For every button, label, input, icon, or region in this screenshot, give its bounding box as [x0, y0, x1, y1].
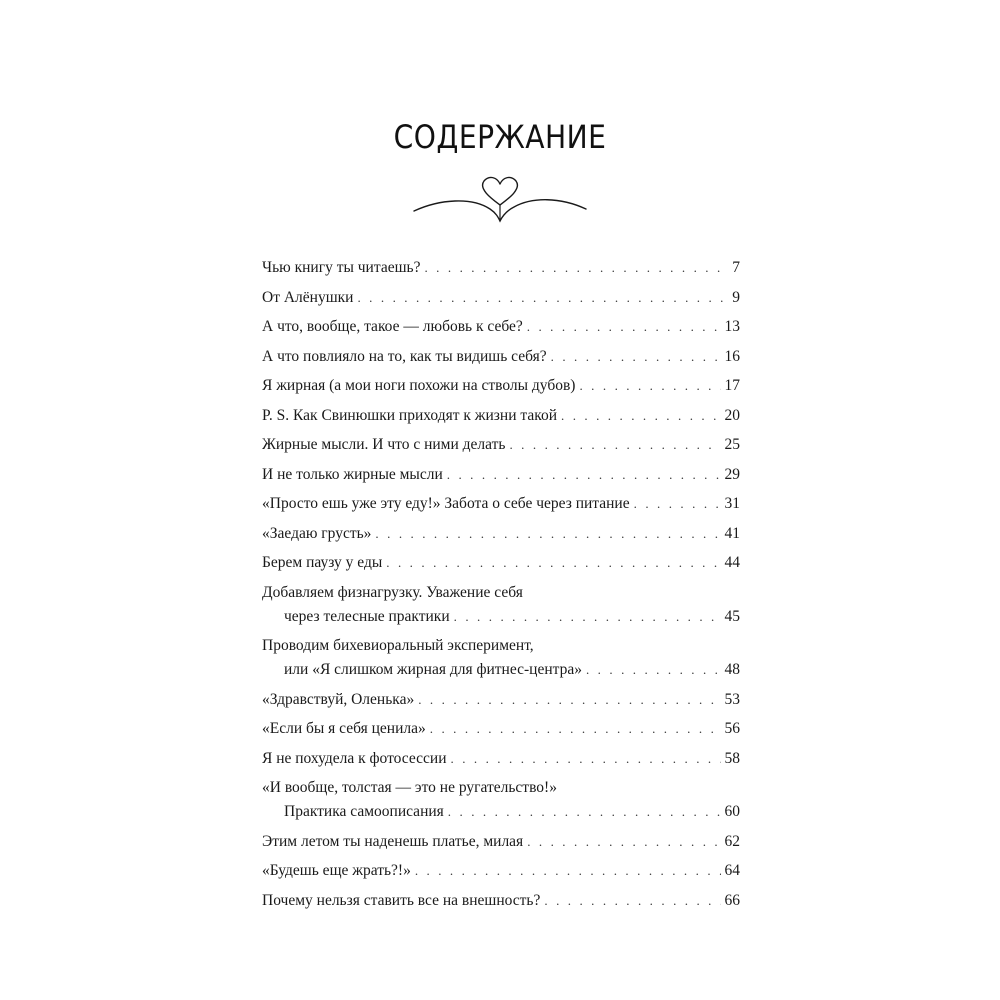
toc-entry-title: «И вообще, толстая — это не ругательство!»: [262, 779, 557, 796]
toc-entry[interactable]: [262, 345, 740, 369]
toc-entry-line: [262, 800, 740, 824]
toc-entry[interactable]: [262, 747, 740, 771]
dot-leader: [634, 492, 721, 516]
toc-entry-line: [262, 605, 740, 629]
toc-entry-title: «Если бы я себя ценила»: [262, 720, 426, 737]
toc-page-number: 13: [724, 318, 740, 335]
toc-page-number: 45: [724, 607, 740, 625]
toc-entry-title: Почему нельзя ставить все на внешность?: [262, 891, 541, 909]
toc-entry-title: От Алёнушки: [262, 288, 354, 306]
dot-leader: [527, 315, 721, 339]
dot-leader: [527, 830, 720, 854]
toc-entry-title: Жирные мысли. И что с ними делать: [262, 436, 506, 453]
toc-entry-line: [262, 581, 740, 605]
toc-page-number: 60: [724, 803, 740, 820]
toc-entry[interactable]: [262, 433, 740, 457]
toc-page-number: 53: [724, 690, 740, 708]
dot-leader: [448, 800, 721, 824]
toc-entry[interactable]: [262, 581, 740, 629]
toc-entry-line: [262, 551, 740, 575]
toc-page-number: 64: [724, 862, 740, 879]
toc-page-number: 66: [724, 891, 740, 909]
toc-entry[interactable]: [262, 463, 740, 487]
toc-entry-title: И не только жирные мысли: [262, 465, 443, 483]
dot-leader: [418, 688, 720, 712]
toc-entry-line: [262, 256, 740, 280]
toc-page-number: 31: [724, 495, 740, 512]
toc-entry[interactable]: [262, 374, 740, 398]
toc-entry-title: А что, вообще, такое — любовь к себе?: [262, 318, 523, 335]
toc-entry[interactable]: [262, 522, 740, 546]
table-of-contents: [262, 256, 740, 918]
toc-entry-line: [262, 315, 740, 339]
toc-entry[interactable]: [262, 859, 740, 883]
toc-page-number: 62: [724, 832, 740, 850]
dot-leader: [415, 859, 721, 883]
toc-entry-title: Добавляем физнагрузку. Уважение себя: [262, 583, 523, 601]
toc-entry-title: «Будешь еще жрать?!»: [262, 862, 411, 879]
toc-page-number: 16: [724, 347, 740, 365]
toc-entry-title: Я жирная (а мои ноги похожи на стволы дубов): [262, 377, 576, 394]
dot-leader: [451, 747, 721, 771]
toc-entry-line: [262, 830, 740, 854]
toc-entry-line: [262, 634, 740, 658]
toc-entry-line: [262, 522, 740, 546]
toc-entry-title: Я не похудела к фотосессии: [262, 749, 447, 767]
dot-leader: [551, 345, 721, 369]
toc-page-number: 7: [732, 259, 740, 276]
toc-entry[interactable]: [262, 286, 740, 310]
toc-entry-line: [262, 404, 740, 428]
toc-page-number: 25: [724, 436, 740, 453]
toc-entry-title: Этим летом ты наденешь платье, милая: [262, 832, 524, 850]
dot-leader: [424, 256, 728, 280]
dot-leader: [454, 605, 721, 629]
dot-leader: [430, 717, 721, 741]
toc-entry-title: Проводим бихевиоральный эксперимент,: [262, 637, 534, 654]
dot-leader: [357, 286, 728, 310]
toc-page-number: 56: [724, 720, 740, 737]
toc-entry-line: [262, 776, 740, 800]
toc-entry[interactable]: [262, 315, 740, 339]
toc-page-number: 48: [724, 661, 740, 678]
dot-leader: [447, 463, 721, 487]
toc-entry-title: А что повлияло на то, как ты видишь себя?: [262, 347, 547, 365]
toc-entry-line: [262, 286, 740, 310]
dot-leader: [586, 658, 721, 682]
toc-entry[interactable]: [262, 634, 740, 682]
toc-entry-title: или «Я слишком жирная для фитнес-центра»: [284, 661, 582, 678]
dot-leader: [386, 551, 720, 575]
toc-entry-line: [262, 463, 740, 487]
toc-entry[interactable]: [262, 688, 740, 712]
toc-entry-title: «Здравствуй, Оленька»: [262, 690, 415, 708]
toc-entry-title: P. S. Как Свинюшки приходят к жизни такой: [262, 406, 557, 424]
toc-entry-line: [262, 658, 740, 682]
toc-entry-title: Практика самоописания: [284, 803, 444, 820]
toc-entry[interactable]: [262, 889, 740, 913]
toc-entry-line: [262, 688, 740, 712]
toc-page-number: 41: [724, 524, 740, 542]
toc-entry[interactable]: [262, 492, 740, 516]
toc-entry-title: Чью книгу ты читаешь?: [262, 259, 421, 276]
toc-entry-line: [262, 859, 740, 883]
toc-entry[interactable]: [262, 256, 740, 280]
dot-leader: [561, 404, 721, 428]
page-title: СОДЕРЖАНИЕ: [393, 118, 607, 156]
toc-page-number: 44: [724, 554, 740, 571]
toc-page-number: 9: [732, 288, 740, 306]
toc-page-number: 17: [724, 377, 740, 394]
toc-entry[interactable]: [262, 551, 740, 575]
toc-page-number: 20: [724, 406, 740, 424]
toc-page-number: 29: [724, 465, 740, 483]
toc-entry-line: [262, 492, 740, 516]
toc-entry[interactable]: [262, 717, 740, 741]
dot-leader: [375, 522, 720, 546]
dot-leader: [544, 889, 720, 913]
dot-leader: [579, 374, 720, 398]
toc-entry-line: [262, 717, 740, 741]
toc-entry-line: [262, 889, 740, 913]
toc-entry-line: [262, 747, 740, 771]
toc-entry-line: [262, 374, 740, 398]
toc-entry[interactable]: [262, 776, 740, 824]
toc-entry-title: «Просто ешь уже эту еду!» Забота о себе через питание: [262, 495, 630, 512]
toc-entry[interactable]: [262, 830, 740, 854]
toc-entry-line: [262, 433, 740, 457]
toc-entry-title: «Заедаю грусть»: [262, 524, 372, 542]
heart-swash-icon: [410, 175, 590, 231]
dot-leader: [509, 433, 720, 457]
toc-entry-line: [262, 345, 740, 369]
toc-entry-title: через телесные практики: [284, 607, 450, 625]
toc-entry[interactable]: [262, 404, 740, 428]
toc-page-number: 58: [724, 749, 740, 767]
toc-entry-title: Берем паузу у еды: [262, 554, 383, 571]
